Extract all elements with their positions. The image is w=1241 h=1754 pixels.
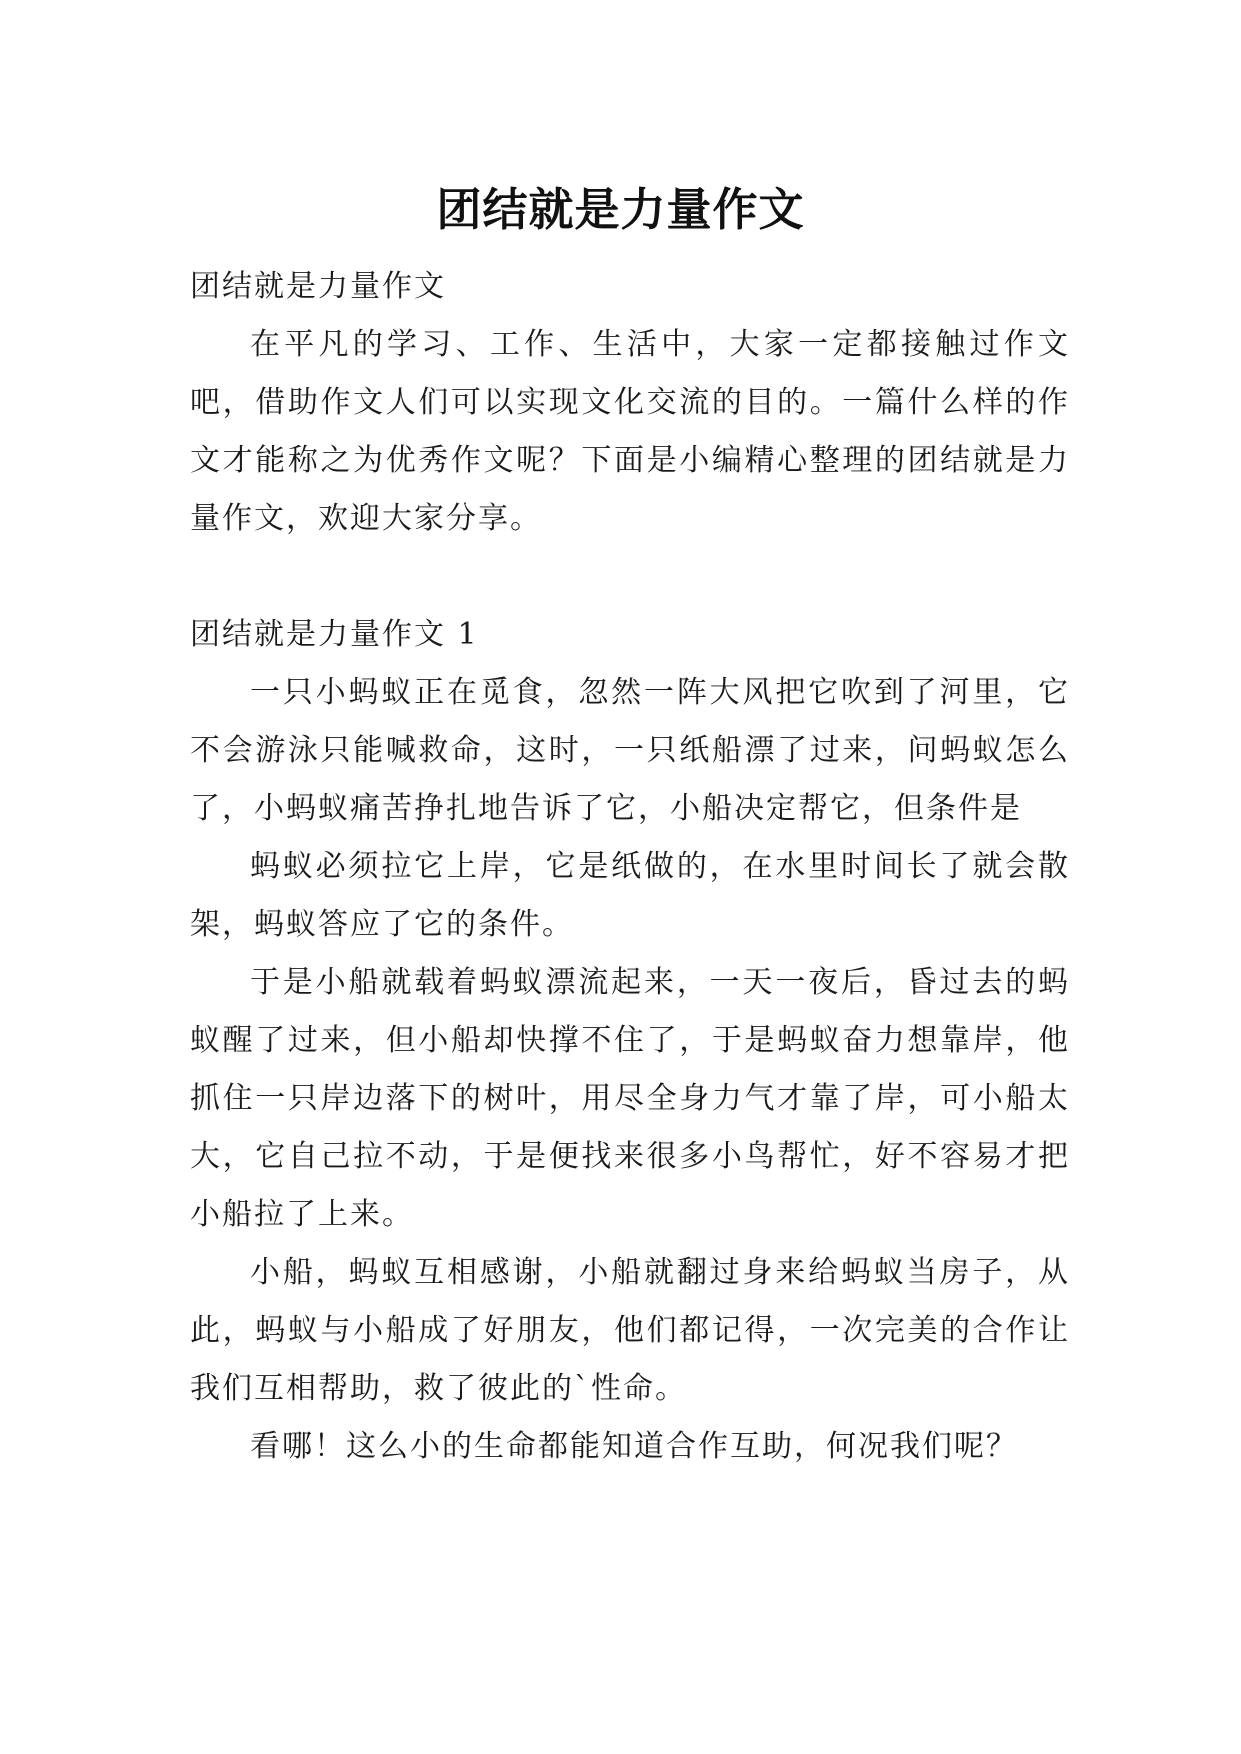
body-paragraph-4: 小船，蚂蚁互相感谢，小船就翻过身来给蚂蚁当房子，从此，蚂蚁与小船成了好朋友，他们都记得，一次完美的合作让我们互相帮助，救了彼此的`性命。 [190, 1255, 1070, 1406]
intro-paragraph: 在平凡的学习、工作、生活中，大家一定都接触过作文吧，借助作文人们可以实现文化交流的目的。一篇什么样的作文才能称之为优秀作文呢？下面是小编精心整理的团结就是力量作文，欢迎大家分享。 [190, 327, 1070, 536]
body-paragraph-3: 于是小船就载着蚂蚁漂流起来，一天一夜后，昏过去的蚂蚁醒了过来，但小船却快撑不住了，于是蚂蚁奋力想靠岸，他抓住一只岸边落下的树叶，用尽全身力气才靠了岸，可小船太大，它自己拉不动，于是便找来很多小鸟帮忙，好不容易才把小船拉了上来。 [190, 965, 1070, 1232]
essay-heading: 团结就是力量作文 [190, 269, 446, 304]
section-spacer [190, 548, 1070, 606]
body-paragraph-1: 一只小蚂蚁正在觅食，忽然一阵大风把它吹到了河里，它不会游泳只能喊救命，这时，一只纸船漂了过来，问蚂蚁怎么了，小蚂蚁痛苦挣扎地告诉了它，小船决定帮它，但条件是 [190, 675, 1070, 826]
section-heading: 团结就是力量作文 1 [190, 617, 479, 652]
body-paragraph-5: 看哪！这么小的生命都能知道合作互助，何况我们呢？ [250, 1429, 1018, 1464]
document-title: 团结就是力量作文 [436, 183, 805, 237]
body-paragraph-2: 蚂蚁必须拉它上岸，它是纸做的，在水里时间长了就会散架，蚂蚁答应了它的条件。 [190, 849, 1070, 942]
document-body [190, 258, 1070, 1476]
